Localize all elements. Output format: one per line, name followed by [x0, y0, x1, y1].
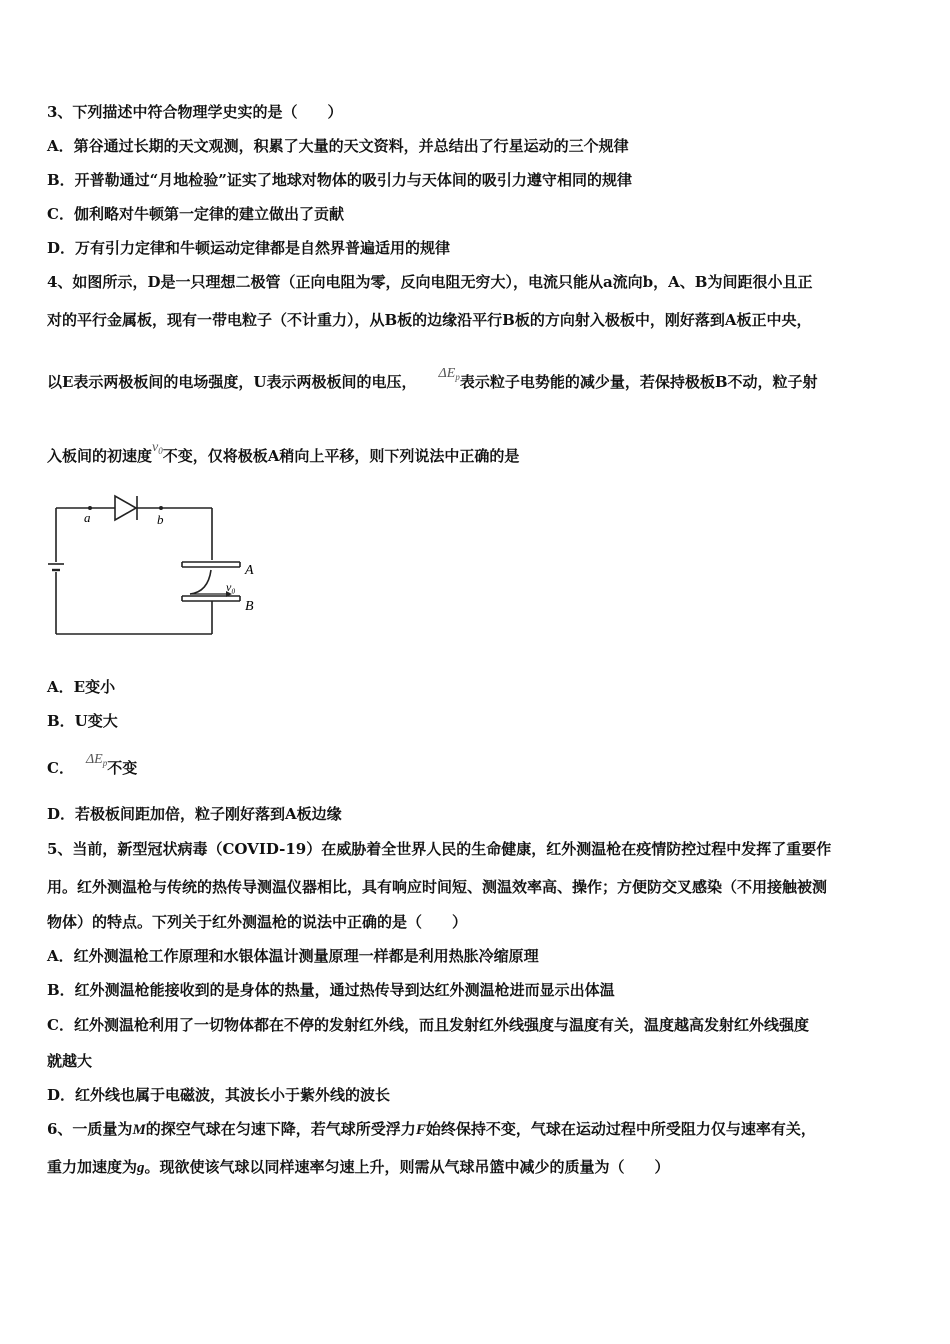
q6-stem-line1: 6、一质量为M的探空气球在匀速下降，若气球所受浮力F始终保持不变，气球在运动过程中所受阻力仅与速率有关，	[47, 1120, 816, 1138]
label-a: a	[84, 510, 91, 525]
q5-stem-line3: 物体）的特点。下列关于红外测温枪的说法中正确的是（ ）	[47, 913, 468, 931]
q4-option-d: D．若极板间距加倍，粒子刚好落到A板边缘	[47, 805, 342, 823]
q5-stem-line1: 5、当前，新型冠状病毒（COVID-19）在威胁着全世界人民的生命健康，红外测温枪在疫情防控过程中发挥了重要作	[47, 840, 832, 858]
label-v0: v₀	[226, 580, 236, 594]
v0-symbol: $v_0$	[152, 440, 163, 456]
delta-ep-symbol-option: $\Delta E_p$	[85, 752, 108, 768]
particle-trajectory	[190, 570, 211, 594]
q5-stem-line2: 用。红外测温枪与传统的热传导测温仪器相比，具有响应时间短、测温效率高、操作；方便防交叉感染（不用接触被测	[47, 878, 828, 896]
q6-stem-line2: 重力加速度为g。现欲使该气球以同样速率匀速上升，则需从气球吊篮中减少的质量为（ ）	[47, 1158, 670, 1176]
q5-option-b: B．红外测温枪能接收到的是身体的热量，通过热传导到达红外测温枪进而显示出体温	[47, 981, 615, 999]
label-b: b	[157, 512, 164, 527]
q3-option-d: D．万有引力定律和牛顿运动定律都是自然界普遍适用的规律	[47, 239, 451, 257]
q4-option-c: C． $\Delta E_p$不变	[47, 752, 138, 777]
label-plate-a: A	[245, 563, 254, 578]
q4-stem-line3: 以E表示两极板间的电场强度，U表示两极板间的电压， $\Delta E_p$表示粒子电势能的减少量，若保持极板B不动，粒子射	[47, 366, 818, 391]
q3-option-c: C．伽利略对牛顿第一定律的建立做出了贡献	[47, 205, 344, 223]
q4-option-b: B．U变大	[47, 712, 118, 730]
q5-option-a: A．红外测温枪工作原理和水银体温计测量原理一样都是利用热胀冷缩原理	[47, 947, 539, 965]
q5-option-d: D．红外线也属于电磁波，其波长小于紫外线的波长	[47, 1086, 391, 1104]
q4-stem-line4: 入板间的初速度$v_0$不变，仅将极板A稍向上平移，则下列说法中正确的是	[47, 440, 520, 465]
circuit-diagram	[40, 488, 270, 648]
q3-option-a: A．第谷通过长期的天文观测，积累了大量的天文资料，并总结出了行星运动的三个规律	[47, 137, 629, 155]
node-b	[159, 506, 163, 510]
q3-option-b: B．开普勒通过“月地检验”证实了地球对物体的吸引力与天体间的吸引力遵守相同的规律	[47, 171, 632, 189]
delta-ep-symbol: $\Delta E_p$	[438, 366, 460, 382]
q4-stem-line2: 对的平行金属板，现有一带电粒子（不计重力），从B板的边缘沿平行B板的方向射入极板中，刚好落到A板正中央，	[47, 311, 812, 329]
diode-icon	[115, 496, 136, 520]
q5-option-c-line2: 就越大	[47, 1052, 93, 1070]
q4-option-a: A．E变小	[47, 678, 116, 696]
q4-stem-line1: 4、如图所示，D是一只理想二极管（正向电阻为零，反向电阻无穷大），电流只能从a流向b，A、B为间距很小且正	[47, 273, 813, 291]
q5-option-c-line1: C．红外测温枪利用了一切物体都在不停的发射红外线，而且发射红外线强度与温度有关，温度越高发射红外线强度	[47, 1016, 809, 1034]
q3-stem: 3、下列描述中符合物理学史实的是（ ）	[47, 103, 343, 121]
label-plate-b: B	[245, 599, 254, 614]
